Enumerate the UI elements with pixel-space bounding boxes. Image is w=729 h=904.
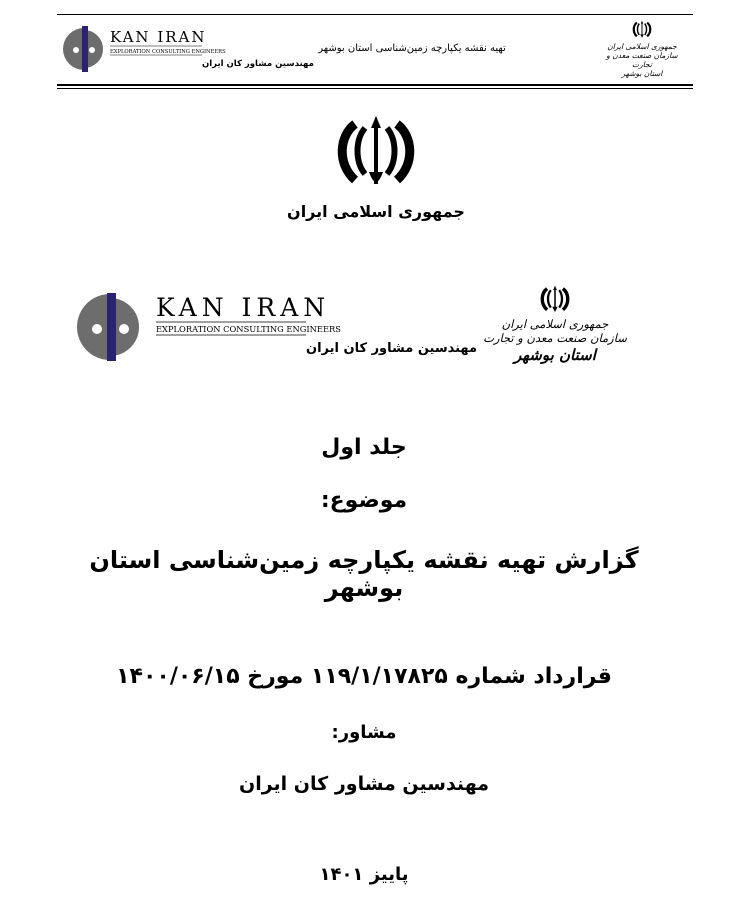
header-kan-logo (62, 22, 314, 77)
advisor-name: مهندسین مشاور کان ایران (239, 773, 489, 795)
report-date: پاییز ۱۴۰۱ (319, 864, 409, 885)
header-bottom-rule (57, 84, 693, 86)
svg-text:مهندسین مشاور کان ایران: مهندسین مشاور کان ایران (202, 59, 314, 69)
svg-text:مهندسین مشاور کان ایران: مهندسین مشاور کان ایران (306, 341, 478, 356)
org-line2: سازمان صنعت معدن و تجارت (483, 331, 627, 345)
iran-emblem-icon (631, 18, 653, 42)
header-org-block (602, 18, 682, 80)
org-line1: جمهوری اسلامی ایران (501, 317, 609, 331)
header-org-line1: جمهوری اسلامی ایران (607, 42, 677, 51)
advisor-label: مشاور: (331, 722, 397, 743)
org-province: استان بوشهر (514, 346, 596, 364)
svg-text:KAN IRAN: KAN IRAN (110, 28, 207, 46)
header-bottom-rule-thin (57, 88, 693, 89)
main-emblem (331, 114, 421, 194)
org-logo-block (480, 283, 630, 393)
header-org-line2: سازمان صنعت معدن و تجارت (606, 51, 678, 69)
subject-label: موضوع: (320, 488, 408, 513)
svg-text:EXPLORATION CONSULTING ENGINEE: EXPLORATION CONSULTING ENGINEERS (110, 49, 226, 55)
country-name: جمهوری اسلامی ایران (287, 202, 465, 221)
volume-title: جلد اول (321, 435, 407, 460)
header-top-rule (57, 14, 693, 15)
contract-info: قرارداد شماره ۱۱۹/۱/۱۷۸۲۵ مورخ ۱۴۰۰/۰۶/۱۵ (116, 664, 612, 689)
header-title: تهیه نقشه یکپارچه زمین‌شناسی استان بوشهر (318, 43, 506, 54)
iran-emblem-icon (538, 283, 572, 317)
kan-iran-logo (62, 22, 314, 77)
svg-text:EXPLORATION CONSULTING ENGINEE: EXPLORATION CONSULTING ENGINEERS (156, 324, 341, 334)
report-subject: گزارش تهیه نقشه یکپارچه زمین‌شناسی استان بوشهر (89, 546, 639, 602)
kan-iran-logo (70, 292, 478, 362)
iran-emblem-icon (331, 114, 421, 194)
kan-iran-logo-large (70, 292, 478, 362)
page-header (57, 14, 693, 88)
svg-text:KAN IRAN: KAN IRAN (156, 293, 331, 322)
header-org-line3: استان بوشهر (621, 69, 663, 78)
